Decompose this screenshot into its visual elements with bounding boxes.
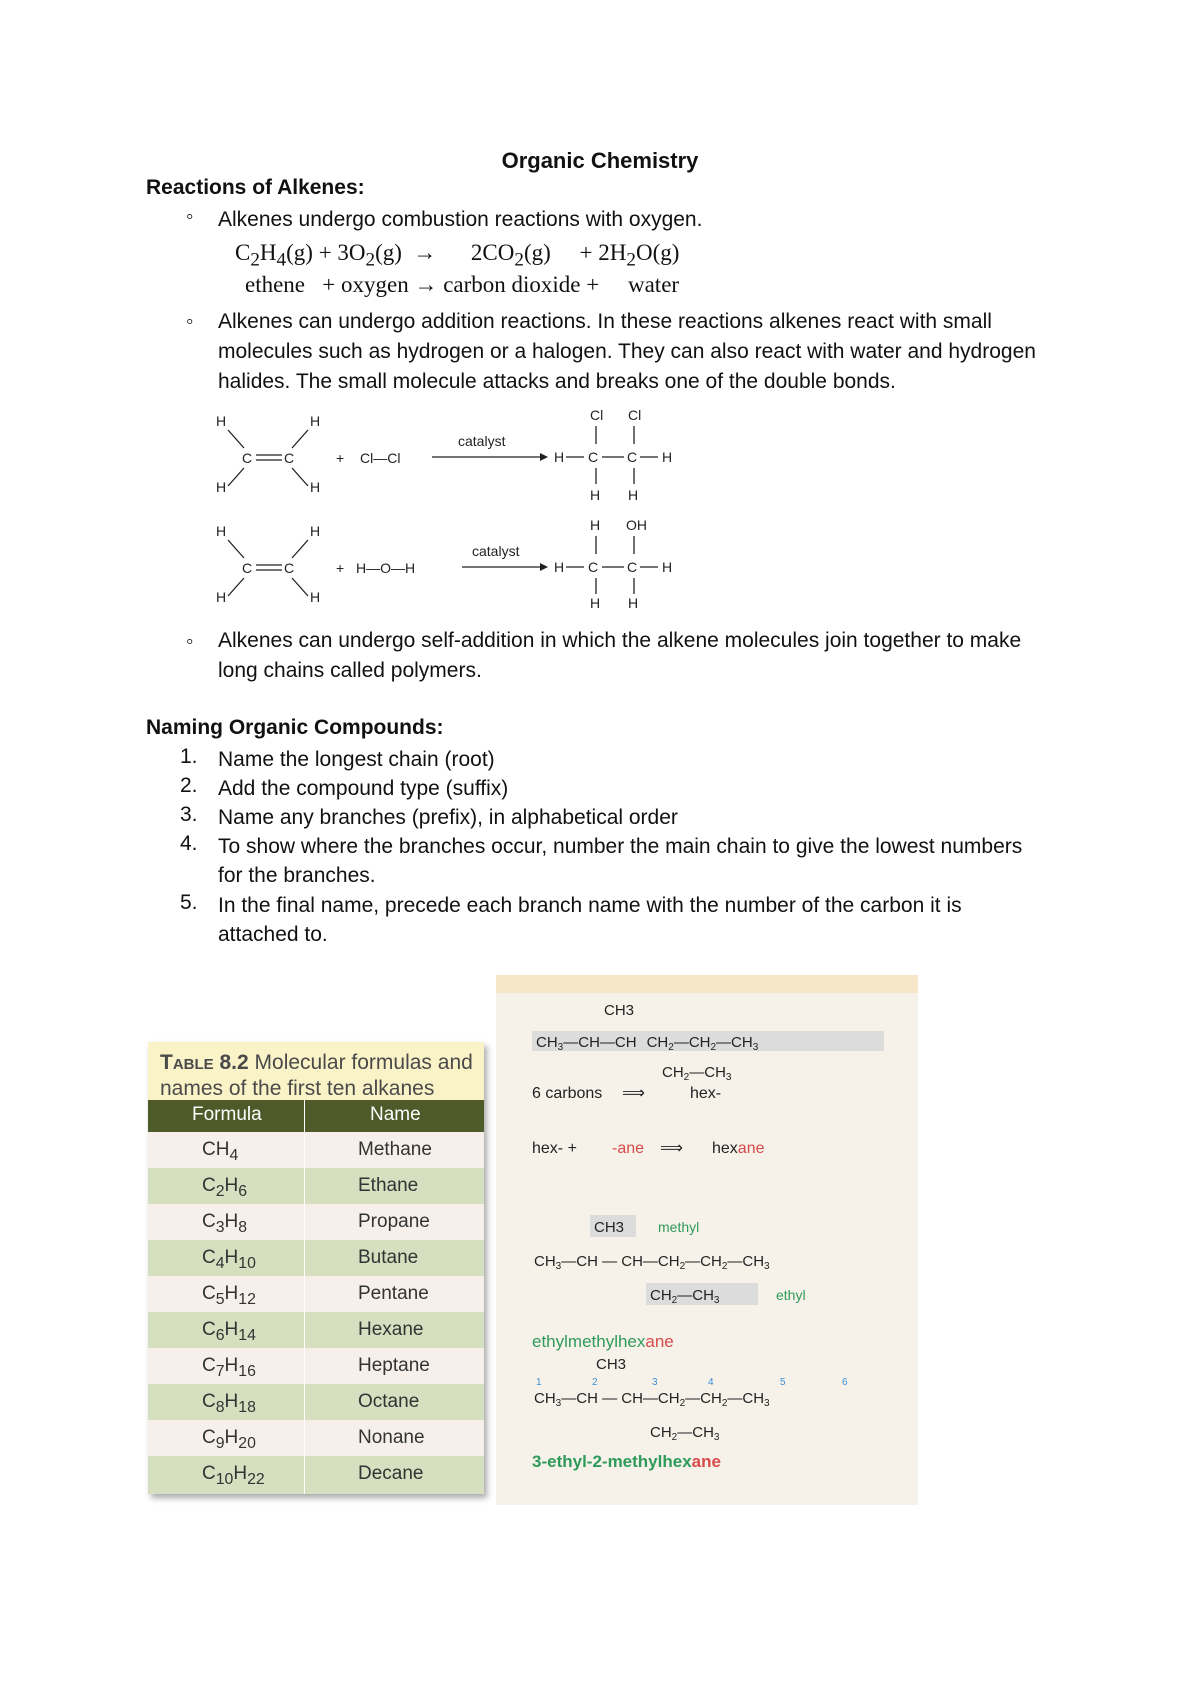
- carbon-number: 5: [780, 1377, 786, 1388]
- atom-label: H: [216, 479, 227, 495]
- bullet-text-1: Alkenes undergo combustion reactions with oxygen.: [218, 208, 703, 231]
- cell-name: Pentane: [358, 1283, 429, 1304]
- arrow-head: [540, 453, 548, 461]
- hex-root: hex-: [690, 1085, 722, 1102]
- arrow-head: [540, 563, 548, 571]
- combustion-word-equation: ethene + oxygen → carbon dioxide + water: [245, 272, 680, 297]
- combustion-equation: $C_2H_4(g) + 3O_2(g)$ → $2CO_2(g)$ + $2H_2O(g)$: [235, 240, 680, 271]
- table-row: [148, 1420, 484, 1456]
- atom-label: H: [216, 413, 227, 429]
- addition-reactions-diagram: [200, 400, 700, 610]
- final-name: 3-ethyl-2-methylhexane: [532, 1452, 721, 1471]
- page-edge: [496, 975, 918, 993]
- step-number: 4.: [180, 832, 198, 855]
- bond-line: [292, 540, 308, 558]
- reagent-hoh: H—O—H: [356, 560, 416, 576]
- table-row: [148, 1204, 484, 1240]
- table-row: [148, 1384, 484, 1420]
- cell-name: Decane: [358, 1463, 424, 1484]
- branch-ch3: CH3: [594, 1219, 625, 1236]
- hex-plus: hex- +: [532, 1140, 577, 1157]
- atom-label: H: [310, 589, 321, 605]
- atom-label: C: [284, 560, 295, 576]
- atom-label: C: [627, 449, 638, 465]
- bullet-glyph: ◦: [186, 630, 194, 653]
- chain-formula: $CH_3—CH—CH$ $CH_2—CH_2—CH_3$: [536, 1034, 759, 1053]
- bond-line: [228, 468, 244, 486]
- cell-name: Ethane: [358, 1175, 419, 1196]
- reagent-clcl: Cl—Cl: [360, 450, 401, 466]
- cell-formula: $C_2H_6$: [202, 1175, 248, 1200]
- column-divider: [304, 1100, 305, 1494]
- step-number: 3.: [180, 803, 198, 826]
- cell-name: Propane: [358, 1211, 430, 1232]
- bullet-glyph: ◦: [186, 310, 194, 333]
- cell-name: Octane: [358, 1391, 420, 1412]
- atom-label: H: [590, 595, 601, 610]
- table-row: [148, 1276, 484, 1312]
- carbon-number: 4: [708, 1377, 714, 1388]
- table-header: [148, 1100, 484, 1132]
- table-row: [148, 1168, 484, 1204]
- step-text: In the final name, precede each branch name with the number of the carbon it is attached to.: [218, 894, 962, 946]
- step-text: Add the compound type (suffix): [218, 777, 509, 800]
- bond-line: [228, 540, 244, 558]
- atom-label: H: [310, 413, 321, 429]
- cell-name: Butane: [358, 1247, 419, 1268]
- alkane-table: [148, 1042, 484, 1494]
- step-number: 1.: [180, 745, 198, 768]
- atom-label: C: [242, 560, 253, 576]
- atom-label: C: [588, 559, 599, 575]
- ethyl-label: ethyl: [776, 1287, 806, 1303]
- bond-line: [292, 468, 308, 486]
- cell-name: Heptane: [358, 1355, 430, 1376]
- atom-label: H: [310, 479, 321, 495]
- methyl-label: methyl: [658, 1219, 700, 1235]
- atom-label: H: [662, 559, 673, 575]
- bullet-text-3: Alkenes can undergo self-addition in which the alkene molecules join together to make long chains called polymers.: [218, 629, 1022, 682]
- reactions-heading: Reactions of Alkenes:: [146, 176, 365, 199]
- atom-label: C: [242, 450, 253, 466]
- arrow-glyph: ⟹: [622, 1085, 645, 1102]
- step-text: To show where the branches occur, number the main chain to give the lowest numbers for the branches.: [218, 835, 1023, 887]
- cell-formula: $C_{10}H_{22}$: [202, 1463, 265, 1488]
- atom-label: H: [628, 595, 639, 610]
- cell-name: Methane: [358, 1139, 432, 1160]
- bond-line: [228, 430, 244, 448]
- bond-line: [292, 430, 308, 448]
- column-header-name: Name: [370, 1104, 421, 1125]
- main-chain: $CH_3—CH$ — $CH—CH_2—CH_2—CH_3$: [534, 1253, 770, 1272]
- cell-formula: $C_6H_{14}$: [202, 1319, 256, 1344]
- atom-label: C: [627, 559, 638, 575]
- step-text: Name the longest chain (root): [218, 748, 495, 771]
- cell-formula: $C_4H_{10}$: [202, 1247, 256, 1272]
- bond-line: [292, 578, 308, 596]
- page-title: Organic Chemistry: [501, 148, 699, 173]
- atom-label: H: [590, 517, 601, 533]
- atom-label: H: [662, 449, 673, 465]
- bullet-text-2: Alkenes can undergo addition reactions. In these reactions alkenes react with small molecules such as hydrogen or a halogen. They can also react with water and hydrogen halides. The small molecule attacks and breaks one of the double bonds.: [218, 310, 1036, 393]
- table-row: [148, 1132, 484, 1168]
- atom-label: C: [284, 450, 295, 466]
- cell-formula: $C_7H_{16}$: [202, 1355, 256, 1380]
- bullet-glyph: ◦: [186, 205, 194, 228]
- ethyl-branch: $CH_2—CH_3$: [650, 1424, 720, 1443]
- formula-text: CH3: [604, 1002, 635, 1019]
- table-label: Table 8.2: [160, 1051, 249, 1074]
- ane-suffix: -ane: [612, 1140, 645, 1157]
- main-chain: $CH_3—CH$ — $CH—CH_2—CH_2—CH_3$: [534, 1390, 770, 1409]
- cell-name: Hexane: [358, 1319, 424, 1340]
- carbon-number: 1: [536, 1377, 542, 1388]
- cell-formula: $CH_4$: [202, 1139, 239, 1164]
- atom-label: H: [590, 487, 601, 503]
- naming-example-image: [496, 975, 918, 1505]
- atom-label: H: [554, 449, 565, 465]
- table-caption-text: Molecular formulas and names of the first ten alkanes: [160, 1051, 473, 1100]
- bond-line: [228, 578, 244, 596]
- hexane-word: hexane: [712, 1140, 765, 1157]
- plus-sign: +: [336, 450, 345, 466]
- atom-label: OH: [626, 517, 647, 533]
- cell-formula: $C_3H_8$: [202, 1211, 248, 1236]
- step-number: 5.: [180, 891, 198, 914]
- carbon-number: 3: [652, 1377, 658, 1388]
- catalyst-label: catalyst: [458, 433, 506, 449]
- table-row: [148, 1240, 484, 1276]
- atom-label: H: [310, 523, 321, 539]
- atom-label: Cl: [590, 407, 604, 423]
- carbons-note: 6 carbons: [532, 1085, 603, 1102]
- branch-ch3: CH3: [596, 1356, 627, 1373]
- atom-label: C: [588, 449, 599, 465]
- cell-formula: $C_8H_{18}$: [202, 1391, 256, 1416]
- cell-formula: $C_9H_{20}$: [202, 1427, 256, 1452]
- catalyst-label: catalyst: [472, 543, 520, 559]
- ethylmethylhexane: ethylmethylhexane: [532, 1332, 674, 1351]
- table-row: [148, 1456, 484, 1494]
- table-row: [148, 1348, 484, 1384]
- column-header-formula: Formula: [192, 1104, 262, 1125]
- carbon-number: 6: [842, 1377, 848, 1388]
- table-caption: [160, 1050, 480, 1102]
- naming-heading: Naming Organic Compounds:: [146, 716, 444, 739]
- atom-label: H: [554, 559, 565, 575]
- atom-label: H: [216, 523, 227, 539]
- naming-example-figure: [496, 975, 918, 1505]
- table-row: [148, 1312, 484, 1348]
- arrow-glyph: ⟹: [660, 1140, 683, 1157]
- branch-formula: $CH_2—CH_3$: [662, 1064, 732, 1083]
- cell-name: Nonane: [358, 1427, 425, 1448]
- step-text: Name any branches (prefix), in alphabetical order: [218, 806, 678, 829]
- plus-sign: +: [336, 560, 345, 576]
- step-number: 2.: [180, 774, 198, 797]
- atom-label: Cl: [628, 407, 642, 423]
- cell-formula: $C_5H_{12}$: [202, 1283, 256, 1308]
- atom-label: H: [216, 589, 227, 605]
- atom-label: H: [628, 487, 639, 503]
- carbon-number: 2: [592, 1377, 598, 1388]
- ethyl-branch: $CH_2—CH_3$: [650, 1287, 720, 1306]
